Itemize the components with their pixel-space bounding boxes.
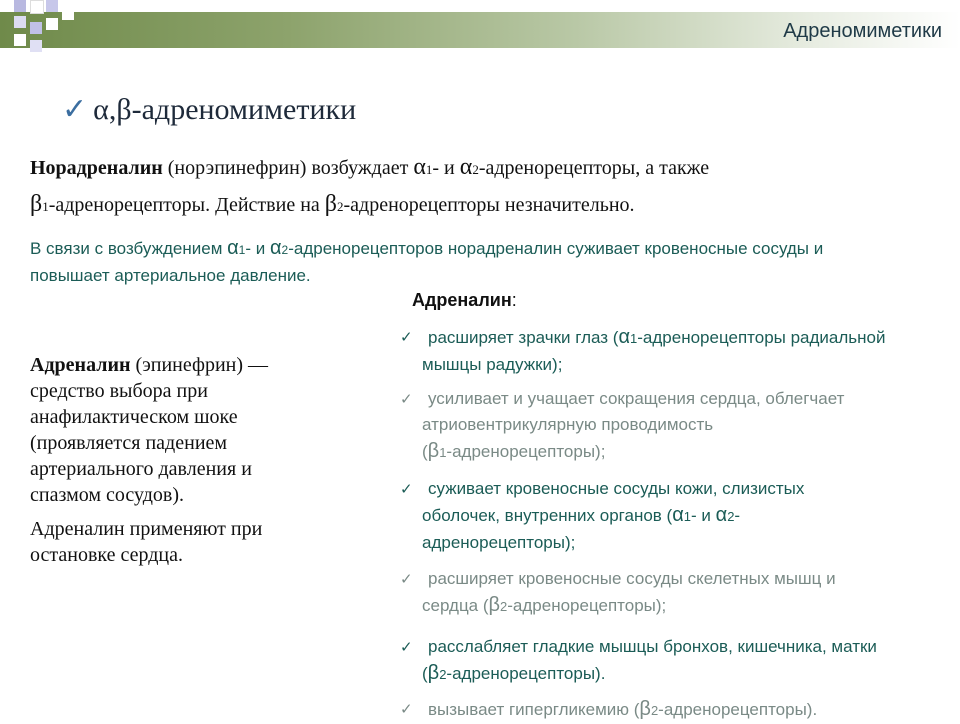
check-icon: ✓ [400,570,413,588]
deco-square [30,22,42,34]
noradrenaline-paragraph: Норадреналин (норэпинефрин) возбуждает α1- и α2-адренорецепторы, а также β1-адренорецепторы. Действие на β2-адренорецепторы незначительно. [30,154,710,217]
list-item: ✓ расширяет кровеносные сосуды скелетных мышц и сердца (β2-адренорецепторы); [400,566,950,620]
list-item: ✓ расширяет зрачки глаз (α1-адренорецепторы радиальной мышцы радужки); [400,326,886,374]
slide-title: Адреномиметики [783,20,942,42]
deco-square [46,0,58,12]
heading-text: α,β-адреномиметики [93,92,357,126]
deco-square [14,34,26,46]
top-decoration-bar [0,0,960,56]
check-icon: ✓ [62,92,88,127]
deco-square [46,18,58,30]
adrenaline-cardiac-paragraph: Адреналин применяют при остановке сердца. [30,518,263,566]
adrenaline-shock-paragraph: Адреналин (эпинефрин) — средство выбора при анафилактическом шоке (проявляется падением артериального давления и спазмом сосудов). [30,354,269,506]
check-icon: ✓ [400,328,413,346]
list-item: ✓ усиливает и учащает сокращения сердца, облегчает атриовентрикулярную проводимость (β1-адренорецепторы); [400,386,950,466]
deco-square [14,16,26,28]
adrenaline-usage-block [30,352,320,576]
deco-square [30,40,42,52]
check-icon: ✓ [400,638,413,656]
check-icon: ✓ [400,390,413,408]
deco-square [30,0,44,14]
check-icon: ✓ [400,700,413,718]
check-icon: ✓ [400,480,413,498]
deco-square [62,8,74,20]
section-heading [62,92,356,127]
deco-square [14,0,26,12]
list-item: ✓ вызывает гипергликемию (β2-адренорецепторы). [400,698,818,720]
list-item: ✓ расслабляет гладкие мышцы бронхов, кишечника, матки (β2-адренорецепторы). [400,634,950,688]
noradrenaline-term: Норадреналин [30,157,163,179]
adrenaline-effects-heading: Адреналин: [412,290,517,310]
vessel-constriction-paragraph: В связи с возбуждением α1- и α2-адренорецепторов норадреналин суживает кровеносные сосуды и повышает артериальное давление. [30,237,824,285]
list-item: ✓ суживает кровеносные сосуды кожи, слизистых оболочек, внутренних органов (α1- и α2- адренорецепторы); [400,476,950,556]
